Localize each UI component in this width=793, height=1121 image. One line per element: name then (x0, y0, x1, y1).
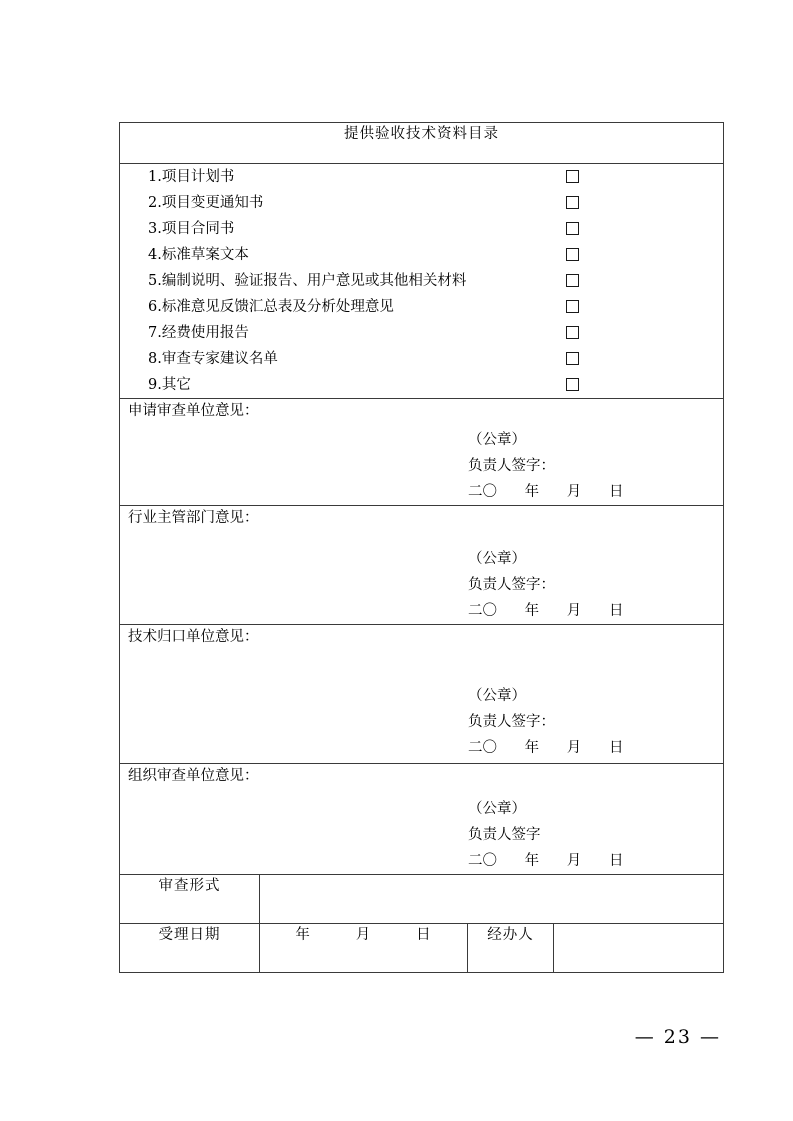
table-row-organizer-opinion (120, 764, 724, 875)
applicant-opinion-cell[interactable] (120, 399, 724, 506)
table-row-checklist (120, 164, 724, 399)
applicant-opinion-title: 申请审查单位意见： (128, 403, 259, 419)
date-label: 二〇 年 月 日 (468, 740, 624, 756)
checklist (120, 164, 723, 398)
checklist-item-no: 1. (148, 169, 162, 185)
applicant-signature-block (120, 427, 723, 505)
table-row-title (120, 123, 724, 164)
checklist-item-no: 4. (148, 247, 162, 263)
seal-label: （公章） (468, 688, 526, 704)
organizer-opinion-title: 组织审查单位意见： (128, 768, 259, 784)
seal-label: （公章） (468, 801, 526, 817)
list-item (120, 294, 723, 320)
signature-label: 负责人签字： (468, 577, 555, 593)
empty-checkbox-icon[interactable] (566, 248, 579, 261)
checklist-item-no: 6. (148, 299, 162, 315)
checklist-item-no: 5. (148, 273, 162, 289)
list-item (120, 320, 723, 346)
technical-opinion-cell[interactable] (120, 625, 724, 764)
checklist-item-label: 经费使用报告 (161, 325, 249, 341)
list-item (120, 268, 723, 294)
table-row-industry-opinion (120, 506, 724, 625)
page-number: — 23 — (634, 1026, 721, 1048)
industry-opinion-cell[interactable] (120, 506, 724, 625)
accept-date-value[interactable]: 年 月 日 (260, 924, 468, 973)
review-form-label: 审查形式 (120, 875, 260, 924)
review-form-value[interactable] (260, 875, 724, 924)
checklist-item-no: 9. (148, 377, 162, 393)
empty-checkbox-icon[interactable] (566, 326, 579, 339)
handler-value[interactable] (554, 924, 724, 973)
form-title: 提供验收技术资料目录 (120, 123, 724, 164)
checklist-item-no: 7. (148, 325, 162, 341)
empty-checkbox-icon[interactable] (566, 300, 579, 313)
seal-label: （公章） (468, 551, 526, 567)
checklist-item-label: 项目计划书 (161, 169, 235, 185)
checklist-item-label: 标准草案文本 (161, 247, 249, 263)
empty-checkbox-icon[interactable] (566, 170, 579, 183)
checklist-cell (120, 164, 724, 399)
empty-checkbox-icon[interactable] (566, 352, 579, 365)
date-label: 二〇 年 月 日 (468, 603, 624, 619)
technical-signature-block (120, 683, 723, 761)
list-item (120, 164, 723, 190)
handler-label: 经办人 (468, 924, 554, 973)
empty-checkbox-icon[interactable] (566, 274, 579, 287)
checklist-item-label: 标准意见反馈汇总表及分析处理意见 (161, 299, 394, 315)
empty-checkbox-icon[interactable] (566, 378, 579, 391)
checklist-item-no: 3. (148, 221, 162, 237)
signature-label: 负责人签字： (468, 714, 555, 730)
date-label: 二〇 年 月 日 (468, 853, 624, 869)
empty-checkbox-icon[interactable] (566, 222, 579, 235)
empty-checkbox-icon[interactable] (566, 196, 579, 209)
list-item (120, 190, 723, 216)
list-item (120, 346, 723, 372)
technical-opinion-title: 技术归口单位意见： (128, 629, 259, 645)
table-row-accept-date (120, 924, 724, 973)
list-item (120, 216, 723, 242)
industry-opinion-title: 行业主管部门意见： (128, 510, 259, 526)
organizer-opinion-cell[interactable] (120, 764, 724, 875)
checklist-item-label: 项目合同书 (161, 221, 235, 237)
checklist-item-label: 项目变更通知书 (161, 195, 264, 211)
checklist-item-label: 其它 (161, 377, 191, 393)
table-row-review-form (120, 875, 724, 924)
signature-label: 负责人签字 (468, 827, 541, 843)
accept-date-label: 受理日期 (120, 924, 260, 973)
date-label: 二〇 年 月 日 (468, 484, 624, 500)
list-item (120, 242, 723, 268)
checklist-item-label: 审查专家建议名单 (161, 351, 278, 367)
acceptance-form-table (119, 122, 724, 973)
seal-label: （公章） (468, 432, 526, 448)
checklist-item-no: 8. (148, 351, 162, 367)
checklist-item-no: 2. (148, 195, 162, 211)
industry-signature-block (120, 546, 723, 624)
organizer-signature-block (120, 796, 723, 874)
signature-label: 负责人签字： (468, 458, 555, 474)
table-row-technical-opinion (120, 625, 724, 764)
checklist-item-label: 编制说明、验证报告、用户意见或其他相关材料 (161, 273, 467, 289)
list-item (120, 372, 723, 398)
table-row-applicant-opinion (120, 399, 724, 506)
